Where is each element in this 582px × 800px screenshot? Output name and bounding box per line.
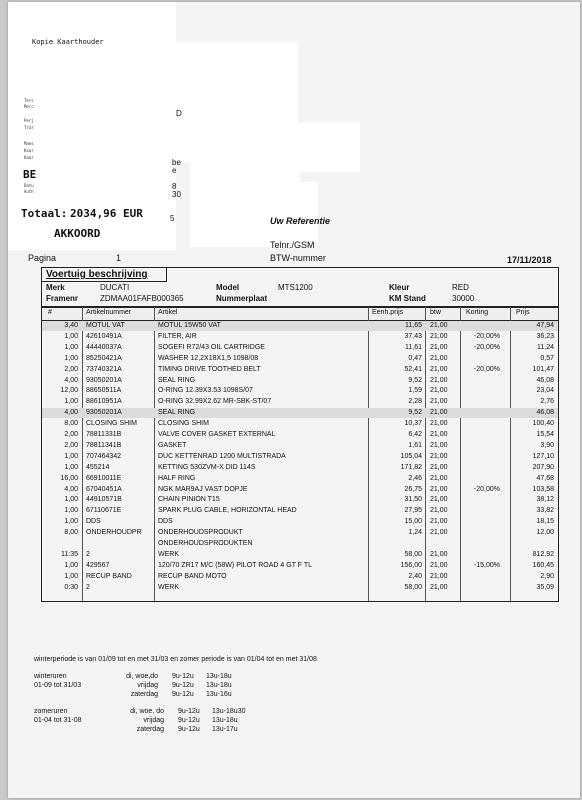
redaction-block: [290, 122, 360, 172]
price-cell: 171,82: [400, 463, 422, 471]
code-cell: 2: [86, 550, 90, 558]
table-header-cell: Prijs: [516, 309, 530, 316]
desc-cell: FILTER, AIR: [158, 332, 197, 340]
vat-cell: 21,00: [430, 561, 448, 569]
qty-cell: 1,00: [64, 354, 78, 362]
reference-label: Uw Referentie: [270, 216, 331, 226]
total-cell: 35,09: [536, 583, 554, 591]
qty-cell: 4,00: [64, 409, 78, 417]
total-cell: 46,08: [536, 376, 554, 384]
code-cell: 78811331B: [86, 431, 122, 438]
receipt-code-prefix: BE: [23, 168, 37, 181]
vat-cell: 21,00: [430, 496, 448, 504]
invoice-date: 17/11/2018: [507, 255, 552, 265]
desc-cell: RECUP BAND MOTO: [158, 572, 227, 580]
winter-morning: 9u-12u: [172, 673, 194, 680]
code-cell: 66910011E: [86, 474, 122, 482]
total-cell: 47,94: [536, 322, 554, 329]
desc-cell: ONDERHOUDSPRODUKTEN: [158, 540, 253, 547]
vat-label: BTW-nummer: [270, 253, 326, 263]
price-cell: 31,50: [404, 496, 422, 504]
price-cell: 15,00: [404, 518, 422, 526]
price-cell: 2,46: [408, 474, 422, 482]
winter-days: di, woe,do: [126, 673, 158, 680]
summer-morning: 9u-12u: [178, 708, 200, 715]
vat-cell: 21,00: [430, 583, 448, 591]
price-cell: 52,41: [404, 365, 422, 373]
qty-cell: 2,00: [64, 365, 78, 373]
qty-cell: 1,00: [64, 518, 78, 526]
merk-value: DUCATI: [100, 283, 130, 292]
code-cell: 42610491A: [86, 332, 122, 340]
winter-hours-title: winteruren: [34, 673, 67, 680]
price-cell: 1,24: [408, 529, 422, 537]
desc-cell: ONDERHOUDSPRODUKT: [158, 529, 243, 537]
winter-afternoon: 13u-16u: [206, 691, 232, 698]
receipt-total-amount: 2034,96 EUR: [70, 207, 143, 220]
winter-days: vrijdag: [137, 682, 158, 689]
table-row: [42, 583, 558, 593]
total-cell: 2,76: [540, 398, 554, 406]
qty-cell: 16,00: [60, 474, 78, 482]
receipt-label: Maes: [24, 141, 34, 146]
page-number: 1: [116, 253, 122, 263]
table-header-cell: Korting: [466, 309, 489, 316]
discount-cell: -20,00%: [473, 332, 500, 340]
code-cell: 44910571B: [86, 496, 122, 504]
desc-cell: SPARK PLUG CABLE, HORIZONTAL HEAD: [158, 507, 297, 515]
code-cell: 707464342: [86, 452, 122, 460]
receipt-label: Auth: [24, 189, 34, 194]
receipt-label: Merc: [24, 104, 34, 109]
code-cell: 88610951A: [86, 398, 122, 406]
phone-label: Telnr./GSM: [270, 240, 315, 250]
desc-cell: DUC KETTENRAD 1200 MULTISTRADA: [158, 452, 286, 460]
receipt-label: Kaar: [24, 155, 34, 160]
table-header-cell: #: [48, 309, 52, 316]
qty-cell: 4,00: [64, 376, 78, 384]
code-cell: 85250421A: [86, 354, 122, 362]
vat-cell: 21,00: [430, 376, 448, 384]
total-cell: 207,90: [532, 463, 554, 471]
total-cell: 33,82: [536, 507, 554, 515]
desc-cell: NGK MAR9AJ VAST DOPJE: [158, 485, 248, 493]
text-fragment: be: [172, 158, 181, 167]
vat-cell: 21,00: [430, 550, 448, 558]
text-fragment: e: [172, 166, 177, 175]
table-row: [42, 343, 558, 353]
code-cell: 93050201A: [86, 409, 122, 417]
table-row: [42, 419, 558, 429]
table-row: [42, 386, 558, 396]
total-cell: 12,00: [536, 529, 554, 537]
qty-cell: 0:30: [64, 583, 78, 591]
price-cell: 1,61: [408, 441, 422, 449]
price-cell: 11,65: [405, 322, 422, 329]
text-fragment: D: [176, 109, 182, 118]
vat-cell: 21,00: [430, 431, 448, 438]
qty-cell: 1,00: [64, 398, 78, 406]
winter-afternoon: 13u-18u: [206, 673, 232, 680]
summer-morning: 9u-12u: [178, 726, 200, 733]
vat-cell: 21,00: [430, 387, 448, 395]
vehicle-description-box: [41, 267, 559, 307]
qty-cell: 12,00: [60, 387, 78, 395]
desc-cell: DDS: [158, 518, 173, 526]
desc-cell: CHAIN PINION T15: [158, 496, 220, 504]
qty-cell: 1,00: [64, 463, 78, 471]
total-cell: 3,90: [540, 441, 554, 449]
code-cell: CLOSING SHIM: [86, 420, 137, 428]
km-label: KM Stand: [389, 294, 426, 303]
desc-cell: WERK: [158, 550, 179, 558]
code-cell: 2: [86, 583, 90, 591]
table-row: [42, 321, 558, 331]
qty-cell: 2,00: [64, 431, 78, 438]
vat-cell: 21,00: [430, 409, 448, 417]
qty-cell: 1,00: [64, 572, 78, 580]
vat-cell: 21,00: [430, 572, 448, 580]
desc-cell: O-RING 32.99X2.62 MR-SBK-ST/07: [158, 398, 272, 406]
price-cell: 26,75: [404, 485, 422, 493]
qty-cell: 4,00: [64, 485, 78, 493]
price-cell: 2,40: [408, 572, 422, 580]
kleur-label: Kleur: [389, 283, 410, 292]
winter-hours-range: 01-09 tot 31/03: [34, 682, 82, 689]
code-cell: MOTUL VAT: [86, 322, 125, 329]
receipt-status: AKKOORD: [54, 227, 101, 240]
vehicle-box-title: Voertuig beschrijving: [42, 268, 167, 282]
summer-hours-title: zomeruren: [34, 708, 68, 715]
text-fragment: 30: [172, 190, 181, 199]
text-fragment: 8: [172, 182, 177, 191]
desc-cell: O-RING 12.39X3.53 1098S/07: [158, 387, 253, 395]
period-note: winterperiode is van 01/09 tot en met 31/03 en zomer periode is van 01/04 tot en met 31/08: [34, 656, 317, 663]
price-cell: 105,04: [400, 452, 422, 460]
receipt-label: Trar: [24, 125, 34, 130]
discount-cell: -20,00%: [473, 365, 500, 373]
discount-cell: -20,00%: [473, 485, 500, 493]
winter-morning: 9u-12u: [172, 691, 194, 698]
desc-cell: WERK: [158, 583, 179, 591]
total-cell: 47,68: [536, 474, 554, 482]
qty-cell: 3,40: [64, 322, 78, 329]
vat-cell: 21,00: [430, 343, 448, 351]
winter-afternoon: 13u-18u: [206, 682, 232, 689]
desc-cell: HALF RING: [158, 474, 196, 482]
vat-cell: 21,00: [430, 452, 448, 460]
table-row: [42, 452, 558, 462]
total-cell: 101,47: [532, 365, 554, 373]
summer-hours-range: 01-04 tot 31-08: [34, 717, 82, 724]
total-cell: 36,23: [536, 332, 554, 340]
desc-cell: SOGEFI R72/43 OIL CARTRIDGE: [158, 343, 265, 351]
qty-cell: 8,00: [64, 529, 78, 537]
table-row: [42, 365, 558, 375]
receipt-total-label: Totaal:: [21, 207, 68, 220]
desc-cell: CLOSING SHIM: [158, 420, 209, 428]
table-row: [42, 495, 558, 505]
price-cell: 58,00: [404, 550, 422, 558]
desc-cell: SEAL RING: [158, 409, 196, 417]
summer-afternoon: 13u-17u: [212, 726, 238, 733]
page-label: Pagina: [28, 253, 57, 263]
price-cell: 6,42: [408, 431, 422, 438]
code-cell: RECUP BAND: [86, 572, 132, 580]
vat-cell: 21,00: [430, 365, 448, 373]
price-cell: 10,37: [404, 420, 422, 428]
summer-afternoon: 13u-18u: [212, 717, 238, 724]
table-row: [42, 408, 558, 418]
qty-cell: 1,00: [64, 332, 78, 340]
total-cell: 23,04: [536, 387, 554, 395]
table-row: [42, 506, 558, 516]
vat-cell: 21,00: [430, 398, 448, 406]
plate-label: Nummerplaat: [216, 294, 268, 303]
total-cell: 11,24: [537, 343, 554, 351]
receipt-label: Ters: [24, 98, 34, 103]
table-row: [42, 397, 558, 407]
table-row: [42, 463, 558, 473]
desc-cell: GASKET: [158, 441, 187, 449]
price-cell: 0,47: [408, 354, 422, 362]
summer-days: di, woe, do: [130, 708, 164, 715]
table-row: [42, 485, 558, 495]
price-cell: 27,95: [404, 507, 422, 515]
table-row: [42, 430, 558, 440]
text-fragment: 5: [170, 214, 175, 223]
table-row: [42, 441, 558, 451]
invoice-page: [8, 2, 580, 798]
table-row: [42, 376, 558, 386]
qty-cell: 1,00: [64, 343, 78, 351]
price-cell: 11,61: [405, 343, 422, 351]
vat-cell: 21,00: [430, 474, 448, 482]
desc-cell: MOTUL 15W50 VAT: [158, 322, 221, 329]
receipt-label: Datu: [24, 183, 34, 188]
table-row: [42, 572, 558, 582]
qty-cell: 1,00: [64, 507, 78, 515]
table-header-cell: Artikel: [158, 309, 178, 316]
summer-days: zaterdag: [136, 726, 164, 733]
receipt-label: Kaar: [24, 148, 34, 153]
total-cell: 103,58: [532, 485, 554, 493]
qty-cell: 8,00: [64, 420, 78, 428]
total-cell: 127,10: [532, 452, 554, 460]
vat-cell: 21,00: [430, 441, 448, 449]
price-cell: 37,43: [404, 332, 422, 340]
vat-cell: 21,00: [430, 332, 448, 340]
total-cell: 0,57: [540, 354, 554, 362]
table-row: [42, 354, 558, 364]
desc-cell: SEAL RING: [158, 376, 196, 384]
qty-cell: 1,00: [64, 496, 78, 504]
discount-cell: -15,00%: [473, 561, 500, 569]
discount-cell: -20,00%: [473, 343, 500, 351]
table-header-cell: Eenh.prijs: [372, 309, 404, 316]
price-cell: 9,52: [408, 409, 422, 417]
vat-cell: 21,00: [430, 529, 448, 537]
code-cell: 78811341B: [86, 441, 122, 449]
model-value: MTS1200: [278, 283, 313, 292]
framenr-value: ZDMAA01FAFB000365: [100, 294, 184, 303]
vat-cell: 21,00: [430, 507, 448, 515]
vat-cell: 21,00: [430, 420, 448, 428]
qty-cell: 11:35: [61, 550, 78, 558]
price-cell: 9,52: [408, 376, 422, 384]
vat-cell: 21,00: [430, 322, 448, 329]
price-cell: 58,00: [404, 583, 422, 591]
code-cell: 93050201A: [86, 376, 122, 384]
vat-cell: 21,00: [430, 485, 448, 493]
code-cell: 429567: [86, 561, 110, 569]
code-cell: DDS: [86, 518, 101, 526]
code-cell: 455214: [86, 463, 110, 471]
summer-afternoon: 13u-18u30: [212, 708, 246, 715]
desc-cell: VALVE COVER GASKET EXTERNAL: [158, 431, 276, 438]
vat-cell: 21,00: [430, 463, 448, 471]
total-cell: 100,40: [532, 420, 554, 428]
total-cell: 160,45: [532, 561, 554, 569]
invoice-items-table: [41, 307, 559, 602]
merk-label: Merk: [46, 283, 65, 292]
redaction-block: [208, 182, 318, 242]
table-row: [42, 561, 558, 571]
price-cell: 2,28: [408, 398, 422, 406]
code-cell: 44440037A: [86, 343, 122, 351]
total-cell: 38,12: [536, 496, 554, 504]
qty-cell: 2,00: [64, 441, 78, 449]
price-cell: 156,00: [400, 561, 422, 569]
table-header-cell: Artikelnummer: [86, 309, 132, 316]
winter-days: zaterdag: [130, 691, 158, 698]
desc-cell: TIMING DRIVE TOOTHED BELT: [158, 365, 261, 373]
winter-morning: 9u-12u: [172, 682, 194, 689]
qty-cell: 1,00: [64, 561, 78, 569]
total-cell: 812,92: [532, 550, 554, 558]
table-row: [42, 474, 558, 484]
price-cell: 1,59: [408, 387, 422, 395]
framenr-label: Framenr: [46, 294, 79, 303]
code-cell: 88650511A: [86, 387, 122, 395]
table-row: [42, 539, 558, 549]
vat-cell: 21,00: [430, 518, 448, 526]
desc-cell: WASHER 12,2X18X1,5 1098/08: [158, 354, 259, 362]
table-header-cell: btw: [430, 309, 441, 316]
vat-cell: 21,00: [430, 354, 448, 362]
receipt-copy-title: Kopie Kaarthouder: [32, 38, 104, 46]
table-row: [42, 550, 558, 560]
total-cell: 2,90: [540, 572, 554, 580]
summer-days: vrijdag: [143, 717, 164, 724]
model-label: Model: [216, 283, 240, 292]
code-cell: 73740321A: [86, 365, 122, 373]
table-row: [42, 528, 558, 538]
table-row: [42, 517, 558, 527]
code-cell: 67110671E: [86, 507, 122, 515]
desc-cell: 120/70 ZR17 M/C (58W) PILOT ROAD 4 GT F TL: [158, 561, 313, 569]
km-value: 30000: [452, 294, 475, 303]
table-header: [42, 307, 558, 321]
total-cell: 15,54: [536, 431, 554, 438]
code-cell: 67040451A: [86, 485, 122, 493]
table-row: [42, 332, 558, 342]
receipt-label: Perj: [24, 118, 34, 123]
code-cell: ONDERHOUDPR: [86, 529, 142, 537]
desc-cell: KETTING 530ZVM-X DID 114S: [158, 463, 256, 471]
kleur-value: RED: [452, 283, 469, 292]
summer-morning: 9u-12u: [178, 717, 200, 724]
total-cell: 18,15: [536, 518, 554, 526]
qty-cell: 1,00: [64, 452, 78, 460]
total-cell: 46,08: [536, 409, 554, 417]
